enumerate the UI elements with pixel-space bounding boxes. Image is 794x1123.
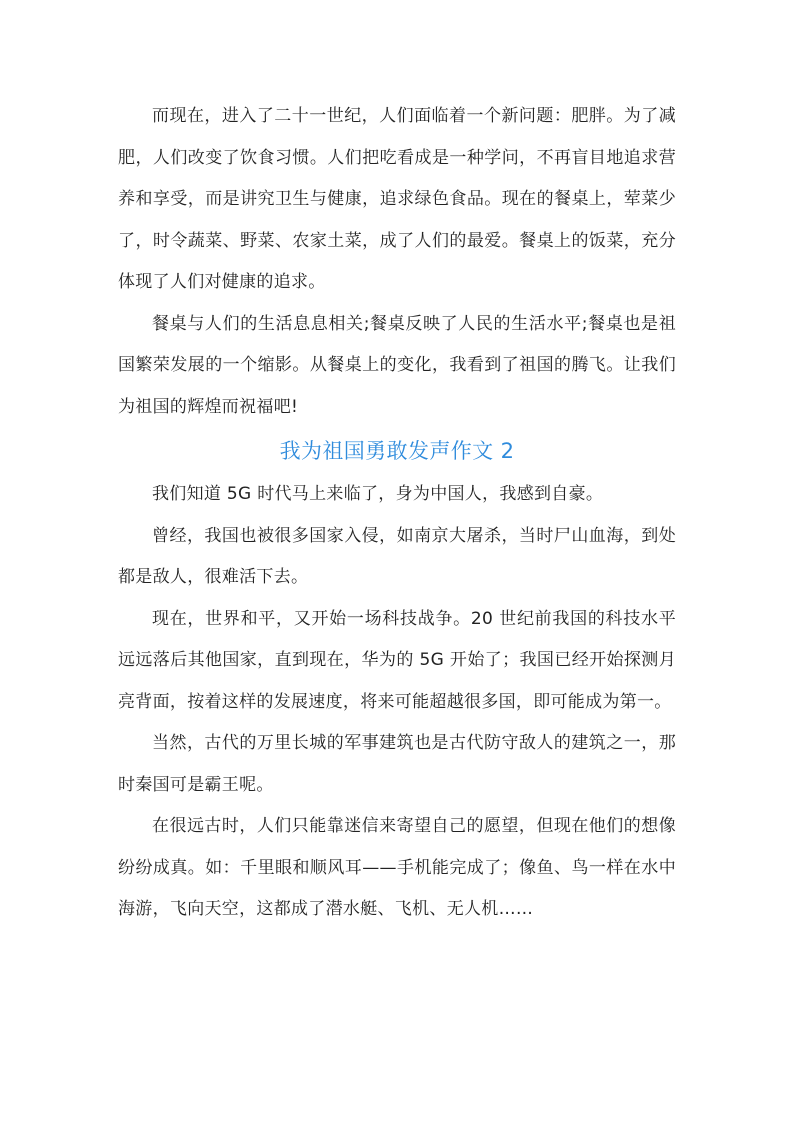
paragraph-modern-diet: 而现在，进入了二十一世纪，人们面临着一个新问题：肥胖。为了减肥，人们改变了饮食习惯。人们把吃看成是一种学问，不再盲目地追求营养和享受，而是讲究卫生与健康，追求绿色食品。现在的餐桌上，荤菜少了，时令蔬菜、野菜、农家土菜，成了人们的最爱。餐桌上的饭菜，充分体现了人们对健康的追求。: [118, 106, 676, 292]
paragraph-5g-era: 我们知道 5G 时代马上来临了，身为中国人，我感到自豪。: [152, 484, 604, 504]
document-page: [118, 96, 676, 931]
paragraph-history: 曾经，我国也被很多国家入侵，如南京大屠杀，当时尸山血海，到处都是敌人，很难活下去。: [118, 525, 676, 587]
paragraph-dining-table: 餐桌与人们的生活息息相关;餐桌反映了人民的生活水平;餐桌也是祖国繁荣发展的一个缩影。从餐桌上的变化，我看到了祖国的腾飞。让我们为祖国的辉煌而祝福吧!: [118, 313, 676, 417]
section-heading: 我为祖国勇敢发声作文 2: [279, 439, 515, 463]
paragraph-dreams-realized: 在很远古时，人们只能靠迷信来寄望自己的愿望，但现在他们的想像纷纷成真。如：千里眼和顺风耳——手机能完成了；像鱼、鸟一样在水中海游，飞向天空，这都成了潜水艇、飞机、无人机……: [118, 816, 676, 919]
paragraph-tech-war: 现在，世界和平，又开始一场科技战争。20 世纪前我国的科技水平远远落后其他国家，直到现在，华为的 5G 开始了；我国已经开始探测月亮背面，按着这样的发展速度，将来可能超越很多国，即可能成为第一。: [118, 608, 676, 712]
paragraph-great-wall: 当然，古代的万里长城的军事建筑也是古代防守敌人的建筑之一，那时秦国可是霸王呢。: [118, 733, 676, 795]
